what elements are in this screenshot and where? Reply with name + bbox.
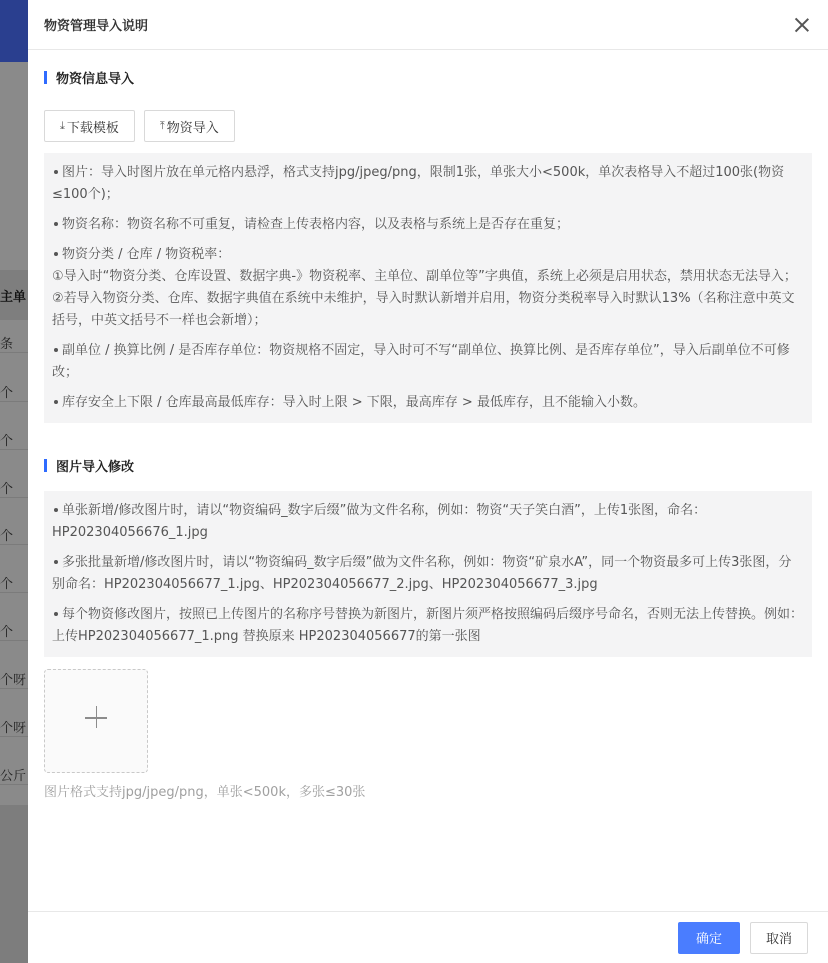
background-row: 个 [0,430,28,450]
bullet-icon [54,170,58,174]
bullet-icon [54,612,58,616]
import-button-row [44,110,812,142]
background-header [0,0,28,62]
note-item: 每个物资修改图片，按照已上传图片的名称序号替换为新图片，新图片须严格按照编码后缀序号命名，否则无法上传替换。例如：上传HP202304056677_1.png 替换原来 HP202304056677的第一张图 [52,607,804,644]
drawer-header [28,0,828,50]
import-notes-box [44,153,812,423]
bullet-icon [54,508,58,512]
background-table-header: 主单 [0,270,28,320]
section-image-import [44,456,812,800]
import-instructions-drawer [28,0,828,963]
note-subitem: ②若导入物资分类、仓库、数据字典值在系统中未维护，导入时默认新增并启用，物资分类税率导入时默认13%（名称注意中英文括号，中英文括号不一样也会新增）； [52,291,795,328]
background-row: 个 [0,382,28,402]
section-title [44,456,812,475]
background-row: 条 [0,333,28,353]
upload-hint: 图片格式支持jpg/jpeg/png，单张<500k，多张≤30张 [44,785,366,800]
background-row: 个 [0,525,28,545]
note-item: 单张新增/修改图片时，请以“物资编码_数字后缀”做为文件名称，例如：物资“天子笑白酒”，上传1张图，命名：HP202304056676_1.jpg [52,503,707,540]
note-item: 副单位 / 换算比例 / 是否库存单位：物资规格不固定，导入时可不写“副单位、换算比例、是否库存单位”，导入后副单位不可修改； [52,343,790,380]
material-import-button[interactable] [144,110,235,142]
download-icon: ⤓ [60,119,65,132]
note-subitem: ①导入时“物资分类、仓库设置、数据字典-》物资税率、主单位、副单位等”字典值，系统上必须是启用状态，禁用状态无法导入； [52,269,797,284]
section-material-import [44,68,812,423]
note-item: 库存安全上下限 / 仓库最高最低库存：导入时上限 > 下限，最高库存 > 最低库存，且不能输入小数。 [52,392,804,414]
section-title [44,68,812,87]
background-row: 个呀 [0,717,28,737]
drawer-footer [28,911,828,963]
upload-icon: ⤒ [159,119,165,132]
background-page [0,0,28,963]
material-import-label: 物资导入 [166,120,219,136]
section-title-text: 图片导入修改 [56,460,135,475]
bullet-icon [54,222,58,226]
download-template-label: 下载模板 [66,120,119,136]
background-row: 个呀 [0,669,28,689]
cancel-button[interactable]: 取消 [750,922,808,954]
background-row: 个 [0,573,28,593]
note-item: 物资分类 / 仓库 / 物资税率： [52,244,804,266]
bullet-icon [54,560,58,564]
background-row: 个 [0,621,28,641]
bullet-icon [54,252,58,256]
drawer-title: 物资管理导入说明 [44,19,149,34]
image-upload-box[interactable] [44,669,148,773]
background-lower-area [0,805,28,963]
bullet-icon [54,400,58,404]
note-item: 多张批量新增/修改图片时，请以“物资编码_数字后缀”做为文件名称，例如：物资“矿泉水A”，同一个物资最多可上传3张图，分别命名：HP202304056677_1.jpg、HP202304056677_2.jpg、HP202304056677_3.jpg [52,555,792,592]
image-notes-box [44,491,812,657]
plus-icon [96,706,98,728]
background-row: 公斤 [0,765,28,785]
section-title-text: 物资信息导入 [56,72,135,87]
confirm-button[interactable]: 确定 [678,922,740,954]
background-row: 个 [0,478,28,498]
download-template-button[interactable] [44,110,135,142]
note-item: 物资名称：物资名称不可重复，请检查上传表格内容，以及表格与系统上是否存在重复； [52,214,804,236]
note-item: 图片：导入时图片放在单元格内悬浮，格式支持jpg/jpeg/png，限制1张，单张大小<500k，单次表格导入不超过100张(物资≤100个)； [52,165,785,202]
close-icon[interactable] [792,15,812,35]
section-marker [44,459,47,472]
section-marker [44,71,47,84]
bullet-icon [54,348,58,352]
